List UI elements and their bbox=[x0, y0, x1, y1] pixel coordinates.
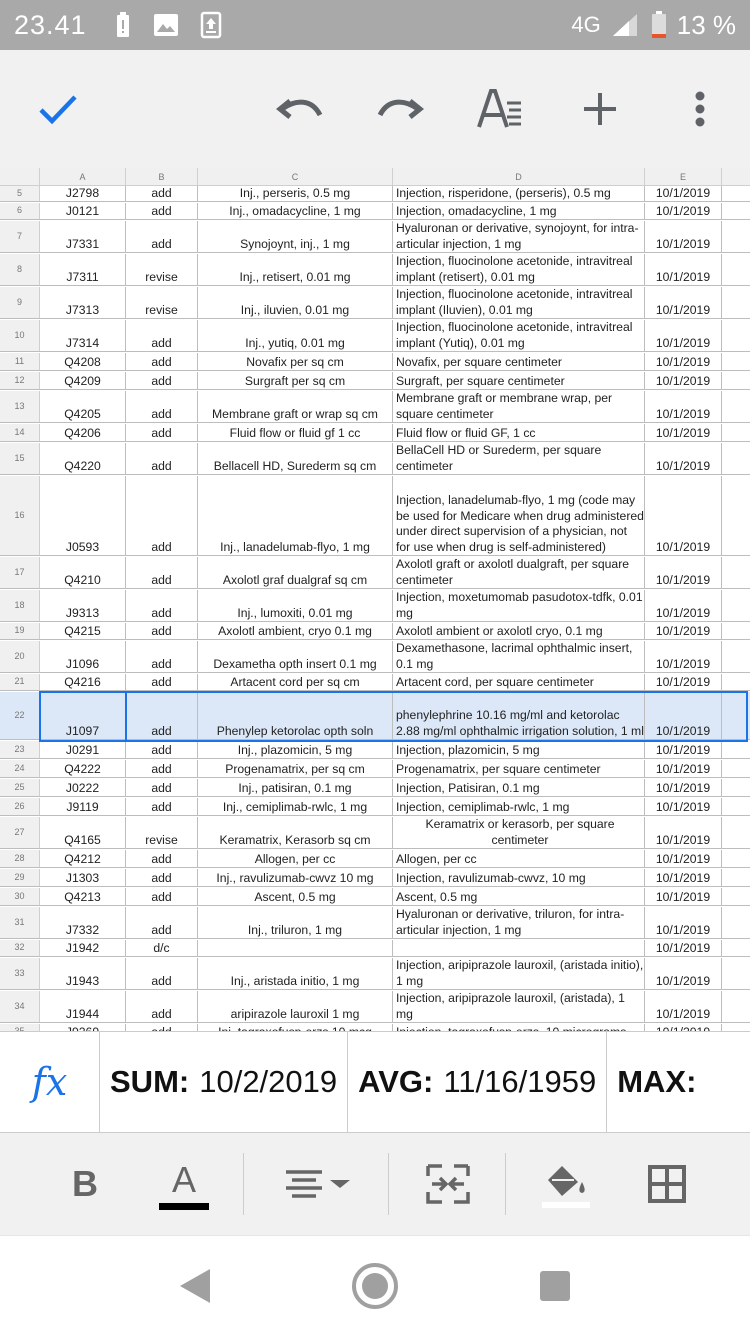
cell-long-desc[interactable]: Injection, omadacycline, 1 mg bbox=[393, 203, 645, 219]
cell-short-desc[interactable] bbox=[198, 940, 393, 956]
check-icon[interactable] bbox=[20, 50, 96, 168]
cell-empty[interactable] bbox=[722, 320, 750, 351]
cell-long-desc[interactable]: Keramatrix or kerasorb, per square centimeter bbox=[393, 817, 645, 848]
cell-long-desc[interactable]: Progenamatrix, per square centimeter bbox=[393, 760, 645, 777]
cell-long-desc[interactable]: Membrane graft or membrane wrap, per square centimeter bbox=[393, 391, 645, 422]
cell-action[interactable]: add bbox=[126, 674, 198, 690]
row-number[interactable]: 14 bbox=[0, 424, 40, 441]
table-row[interactable] bbox=[0, 869, 750, 887]
cell-action[interactable]: add bbox=[126, 590, 198, 621]
cell-action[interactable]: add bbox=[126, 907, 198, 938]
cell-short-desc[interactable]: Inj., aristada initio, 1 mg bbox=[198, 958, 393, 989]
row-number[interactable]: 17 bbox=[0, 557, 40, 588]
cell-empty[interactable] bbox=[722, 940, 750, 956]
cell-action[interactable]: add bbox=[126, 320, 198, 351]
table-row[interactable] bbox=[0, 372, 750, 390]
row-number[interactable]: 22 bbox=[0, 692, 40, 739]
row-number[interactable]: 26 bbox=[0, 798, 40, 815]
table-row[interactable] bbox=[0, 443, 750, 475]
cell-action[interactable]: add bbox=[126, 424, 198, 441]
cell-code[interactable]: Q4210 bbox=[40, 557, 126, 588]
cell-short-desc[interactable]: Synojoynt, inj., 1 mg bbox=[198, 221, 393, 252]
cell-date[interactable]: 10/1/2019 bbox=[645, 869, 722, 886]
cell-code[interactable]: J1944 bbox=[40, 991, 126, 1022]
cell-code[interactable]: Q4208 bbox=[40, 353, 126, 370]
cell-date[interactable]: 10/1/2019 bbox=[645, 991, 722, 1022]
cell-action[interactable]: add bbox=[126, 991, 198, 1022]
cell-code[interactable]: Q4216 bbox=[40, 674, 126, 690]
cell-long-desc[interactable]: Injection, fluocinolone acetonide, intravitreal implant (Yutiq), 0.01 mg bbox=[393, 320, 645, 351]
table-row[interactable] bbox=[0, 817, 750, 849]
cell-action[interactable]: d/c bbox=[126, 940, 198, 956]
cell-short-desc[interactable]: Allogen, per cc bbox=[198, 850, 393, 867]
cell-long-desc[interactable]: Injection, fluocinolone acetonide, intravitreal implant (Iluvien), 0.01 mg bbox=[393, 287, 645, 318]
cell-action[interactable]: add bbox=[126, 958, 198, 989]
cell-date[interactable]: 10/1/2019 bbox=[645, 798, 722, 815]
cell-empty[interactable] bbox=[722, 372, 750, 389]
cell-short-desc[interactable]: Inj., ravulizumab-cwvz 10 mg bbox=[198, 869, 393, 886]
cell-date[interactable]: 10/1/2019 bbox=[645, 254, 722, 285]
paint-bucket-icon bbox=[542, 1160, 590, 1200]
cell-short-desc[interactable]: Inj., perseris, 0.5 mg bbox=[198, 186, 393, 201]
cell-empty[interactable] bbox=[722, 557, 750, 588]
avg-value: 11/16/1959 bbox=[443, 1064, 597, 1099]
cell-action[interactable]: add bbox=[126, 186, 198, 201]
cell-empty[interactable] bbox=[722, 186, 750, 201]
row-number[interactable]: 25 bbox=[0, 779, 40, 796]
table-row[interactable] bbox=[0, 850, 750, 868]
cell-empty[interactable] bbox=[722, 221, 750, 252]
sum-label: SUM: bbox=[110, 1064, 190, 1099]
cell-date[interactable]: 10/1/2019 bbox=[645, 692, 722, 739]
battery-level: 13 % bbox=[676, 9, 736, 40]
cell-long-desc[interactable]: phenylephrine 10.16 mg/ml and ketorolac 2.88 mg/ml ophthalmic irrigation solution, 1 ml bbox=[393, 692, 645, 739]
cell-empty[interactable] bbox=[722, 254, 750, 285]
table-row[interactable] bbox=[0, 203, 750, 220]
cell-date[interactable]: 10/1/2019 bbox=[645, 221, 722, 252]
cell-short-desc[interactable]: Keramatrix, Kerasorb sq cm bbox=[198, 817, 393, 848]
cell-empty[interactable] bbox=[722, 424, 750, 441]
table-row[interactable] bbox=[0, 320, 750, 352]
row-number[interactable]: 9 bbox=[0, 287, 40, 318]
table-row[interactable] bbox=[0, 557, 750, 589]
cell-date[interactable]: 10/1/2019 bbox=[645, 641, 722, 672]
row-number[interactable]: 21 bbox=[0, 674, 40, 690]
cell-long-desc[interactable]: Axolotl ambient or axolotl cryo, 0.1 mg bbox=[393, 623, 645, 639]
cell-date[interactable]: 10/1/2019 bbox=[645, 817, 722, 848]
max-label: MAX: bbox=[617, 1064, 697, 1099]
cell-action[interactable]: revise bbox=[126, 287, 198, 318]
recents-icon[interactable] bbox=[525, 1236, 585, 1335]
cell-long-desc[interactable]: Novafix, per square centimeter bbox=[393, 353, 645, 370]
avg-label: AVG: bbox=[358, 1064, 434, 1099]
cell-empty[interactable] bbox=[722, 443, 750, 474]
cell-long-desc[interactable]: Injection, risperidone, (perseris), 0.5 mg bbox=[393, 186, 645, 201]
cell-date[interactable]: 10/1/2019 bbox=[645, 907, 722, 938]
cell-long-desc[interactable]: Injection, Patisiran, 0.1 mg bbox=[393, 779, 645, 796]
cell-code[interactable]: J9313 bbox=[40, 590, 126, 621]
cell-date[interactable]: 10/1/2019 bbox=[645, 557, 722, 588]
cell-action[interactable]: add bbox=[126, 798, 198, 815]
cell-long-desc[interactable]: Surgraft, per square centimeter bbox=[393, 372, 645, 389]
cell-empty[interactable] bbox=[722, 850, 750, 867]
bold-button[interactable]: B bbox=[72, 1163, 98, 1204]
cell-action[interactable]: add bbox=[126, 443, 198, 474]
cell-code[interactable]: J7314 bbox=[40, 320, 126, 351]
cell-code[interactable]: Q4220 bbox=[40, 443, 126, 474]
cell-empty[interactable] bbox=[722, 287, 750, 318]
cell-empty[interactable] bbox=[722, 203, 750, 219]
cell-long-desc[interactable]: Injection, cemiplimab-rwlc, 1 mg bbox=[393, 798, 645, 815]
table-row[interactable] bbox=[0, 623, 750, 640]
cell-short-desc[interactable]: aripirazole lauroxil 1 mg bbox=[198, 991, 393, 1022]
cell-short-desc[interactable]: Inj., patisiran, 0.1 mg bbox=[198, 779, 393, 796]
row-number[interactable]: 10 bbox=[0, 320, 40, 351]
column-header-c[interactable]: C bbox=[198, 168, 393, 186]
cell-long-desc[interactable]: Injection, lanadelumab-flyo, 1 mg (code may be used for Medicare when drug administered under direct supervision of a physician, not for use when drug is self-administered) bbox=[393, 476, 645, 555]
table-row[interactable] bbox=[0, 991, 750, 1023]
row-number[interactable]: 13 bbox=[0, 391, 40, 422]
cell-date[interactable]: 10/1/2019 bbox=[645, 940, 722, 956]
row-number[interactable]: 29 bbox=[0, 869, 40, 886]
cell-long-desc[interactable]: Injection, aripiprazole lauroxil, (aristada initio), 1 mg bbox=[393, 958, 645, 989]
cell-code[interactable]: J7311 bbox=[40, 254, 126, 285]
cell-action[interactable]: add bbox=[126, 692, 198, 739]
row-number[interactable]: 24 bbox=[0, 760, 40, 777]
cell-date[interactable]: 10/1/2019 bbox=[645, 476, 722, 555]
cell-code[interactable]: J1942 bbox=[40, 940, 126, 956]
cell-code[interactable]: Q4165 bbox=[40, 817, 126, 848]
cell-date[interactable]: 10/1/2019 bbox=[645, 353, 722, 370]
cell-date[interactable]: 10/1/2019 bbox=[645, 888, 722, 905]
merge-cells-icon[interactable] bbox=[420, 1133, 476, 1235]
format-toolbar bbox=[0, 1133, 750, 1235]
row-number[interactable]: 7 bbox=[0, 221, 40, 252]
cell-short-desc[interactable]: Membrane graft or wrap sq cm bbox=[198, 391, 393, 422]
add-icon[interactable] bbox=[570, 50, 630, 168]
row-number[interactable]: 31 bbox=[0, 907, 40, 938]
cell-long-desc[interactable]: BellaCell HD or Surederm, per square centimeter bbox=[393, 443, 645, 474]
row-number[interactable]: 33 bbox=[0, 958, 40, 989]
back-icon[interactable] bbox=[165, 1236, 225, 1335]
table-row[interactable] bbox=[0, 958, 750, 990]
divider bbox=[243, 1153, 244, 1215]
system-nav-bar bbox=[0, 1235, 750, 1334]
cell-action[interactable]: add bbox=[126, 779, 198, 796]
redo-icon[interactable] bbox=[370, 50, 430, 168]
cell-action[interactable]: add bbox=[126, 741, 198, 758]
cell-empty[interactable] bbox=[722, 641, 750, 672]
table-row[interactable] bbox=[0, 353, 750, 371]
cell-empty[interactable] bbox=[722, 391, 750, 422]
row-number[interactable]: 15 bbox=[0, 443, 40, 474]
cell-long-desc[interactable]: Injection, moxetumomab pasudotox-tdfk, 0.01 mg bbox=[393, 590, 645, 621]
cell-short-desc[interactable]: Inj., retisert, 0.01 mg bbox=[198, 254, 393, 285]
cell-short-desc[interactable]: Artacent cord per sq cm bbox=[198, 674, 393, 690]
cell-long-desc[interactable]: Injection, ravulizumab-cwvz, 10 mg bbox=[393, 869, 645, 886]
cell-date[interactable]: 10/1/2019 bbox=[645, 372, 722, 389]
table-row[interactable] bbox=[0, 221, 750, 253]
cell-long-desc[interactable]: Fluid flow or fluid GF, 1 cc bbox=[393, 424, 645, 441]
column-header-f[interactable] bbox=[722, 168, 750, 186]
home-icon[interactable] bbox=[345, 1236, 405, 1335]
cell-date[interactable]: 10/1/2019 bbox=[645, 779, 722, 796]
row-number[interactable]: 16 bbox=[0, 476, 40, 555]
signal-icon bbox=[611, 12, 641, 38]
table-row[interactable] bbox=[0, 907, 750, 939]
cell-empty[interactable] bbox=[722, 741, 750, 758]
cell-short-desc[interactable]: Fluid flow or fluid gf 1 cc bbox=[198, 424, 393, 441]
cell-long-desc[interactable]: Allogen, per cc bbox=[393, 850, 645, 867]
cell-short-desc[interactable]: Phenylep ketorolac opth soln bbox=[198, 692, 393, 739]
cell-long-desc[interactable]: Injection, aripiprazole lauroxil, (aristada), 1 mg bbox=[393, 991, 645, 1022]
sum-stat[interactable] bbox=[100, 1032, 348, 1132]
cell-empty[interactable] bbox=[722, 590, 750, 621]
table-row[interactable] bbox=[0, 760, 750, 778]
fill-color-swatch bbox=[542, 1202, 590, 1208]
cell-date[interactable]: 10/1/2019 bbox=[645, 203, 722, 219]
cell-short-desc[interactable]: Inj., plazomicin, 5 mg bbox=[198, 741, 393, 758]
cell-action[interactable]: revise bbox=[126, 254, 198, 285]
cell-long-desc[interactable]: Hyaluronan or derivative, triluron, for intra-articular injection, 1 mg bbox=[393, 907, 645, 938]
row-number[interactable]: 28 bbox=[0, 850, 40, 867]
cell-code[interactable]: J0121 bbox=[40, 203, 126, 219]
table-row[interactable] bbox=[0, 590, 750, 622]
top-toolbar bbox=[0, 50, 750, 168]
borders-icon[interactable] bbox=[640, 1133, 694, 1235]
cell-code[interactable]: Q4222 bbox=[40, 760, 126, 777]
status-time: 23.41 bbox=[14, 9, 87, 40]
image-icon bbox=[153, 13, 179, 37]
cell-action[interactable]: add bbox=[126, 391, 198, 422]
row-number[interactable]: 30 bbox=[0, 888, 40, 905]
cell-short-desc[interactable]: Inj., yutiq, 0.01 mg bbox=[198, 320, 393, 351]
cell-empty[interactable] bbox=[722, 353, 750, 370]
cell-code[interactable]: J1303 bbox=[40, 869, 126, 886]
table-row[interactable] bbox=[0, 692, 750, 740]
avg-stat[interactable] bbox=[348, 1032, 607, 1132]
cell-date[interactable]: 10/1/2019 bbox=[645, 590, 722, 621]
cell-action[interactable]: add bbox=[126, 476, 198, 555]
cell-code[interactable]: J1097 bbox=[40, 692, 126, 739]
cell-short-desc[interactable]: Inj., triluron, 1 mg bbox=[198, 907, 393, 938]
cell-action[interactable]: add bbox=[126, 623, 198, 639]
cell-action[interactable]: add bbox=[126, 869, 198, 886]
cell-code[interactable]: J7331 bbox=[40, 221, 126, 252]
fill-color-button[interactable] bbox=[538, 1133, 594, 1235]
cell-action[interactable]: revise bbox=[126, 817, 198, 848]
cell-code[interactable]: J7313 bbox=[40, 287, 126, 318]
row-number[interactable]: 11 bbox=[0, 353, 40, 370]
row-number[interactable]: 18 bbox=[0, 590, 40, 621]
cell-long-desc[interactable]: Ascent, 0.5 mg bbox=[393, 888, 645, 905]
row-number[interactable]: 34 bbox=[0, 991, 40, 1022]
cell-empty[interactable] bbox=[722, 779, 750, 796]
cell-code[interactable]: Q4213 bbox=[40, 888, 126, 905]
cell-code[interactable]: J0291 bbox=[40, 741, 126, 758]
formula-bar bbox=[0, 1031, 750, 1133]
cell-date[interactable]: 10/1/2019 bbox=[645, 186, 722, 201]
divider bbox=[388, 1153, 389, 1215]
cell-date[interactable]: 10/1/2019 bbox=[645, 674, 722, 690]
battery-icon bbox=[651, 11, 667, 39]
cell-code[interactable]: J7332 bbox=[40, 907, 126, 938]
row-number[interactable]: 20 bbox=[0, 641, 40, 672]
text-color-swatch bbox=[159, 1203, 209, 1210]
table-row[interactable] bbox=[0, 476, 750, 556]
column-header-a[interactable]: A bbox=[40, 168, 126, 186]
divider bbox=[505, 1153, 506, 1215]
cell-long-desc[interactable]: Dexamethasone, lacrimal ophthalmic insert, 0.1 mg bbox=[393, 641, 645, 672]
cell-action[interactable]: add bbox=[126, 760, 198, 777]
undo-icon[interactable] bbox=[270, 50, 330, 168]
table-row[interactable] bbox=[0, 779, 750, 797]
network-type: 4G bbox=[571, 12, 601, 37]
cell-long-desc[interactable]: Hyaluronan or derivative, synojoynt, for intra-articular injection, 1 mg bbox=[393, 221, 645, 252]
cell-action[interactable]: add bbox=[126, 888, 198, 905]
cell-date[interactable]: 10/1/2019 bbox=[645, 443, 722, 474]
table-row[interactable] bbox=[0, 186, 750, 202]
cell-action[interactable]: add bbox=[126, 353, 198, 370]
table-row[interactable] bbox=[0, 391, 750, 423]
column-header-b[interactable]: B bbox=[126, 168, 198, 186]
cell-empty[interactable] bbox=[722, 958, 750, 989]
cell-empty[interactable] bbox=[722, 476, 750, 555]
cell-empty[interactable] bbox=[722, 907, 750, 938]
cell-empty[interactable] bbox=[722, 760, 750, 777]
cell-short-desc[interactable]: Inj., cemiplimab-rwlc, 1 mg bbox=[198, 798, 393, 815]
table-row[interactable] bbox=[0, 641, 750, 673]
cell-empty[interactable] bbox=[722, 869, 750, 886]
cell-short-desc[interactable]: Inj., iluvien, 0.01 mg bbox=[198, 287, 393, 318]
cell-long-desc[interactable]: Axolotl graft or axolotl dualgraft, per square centimeter bbox=[393, 557, 645, 588]
cell-action[interactable]: add bbox=[126, 850, 198, 867]
cell-code[interactable]: J1096 bbox=[40, 641, 126, 672]
cell-long-desc[interactable] bbox=[393, 940, 645, 956]
cell-short-desc[interactable]: Progenamatrix, per sq cm bbox=[198, 760, 393, 777]
table-row[interactable] bbox=[0, 940, 750, 957]
cell-code[interactable]: Q4215 bbox=[40, 623, 126, 639]
cell-short-desc[interactable]: Ascent, 0.5 mg bbox=[198, 888, 393, 905]
cell-code[interactable]: J9119 bbox=[40, 798, 126, 815]
cell-empty[interactable] bbox=[722, 623, 750, 639]
cell-code[interactable]: J0222 bbox=[40, 779, 126, 796]
cell-code[interactable]: Q4212 bbox=[40, 850, 126, 867]
cell-long-desc[interactable]: Artacent cord, per square centimeter bbox=[393, 674, 645, 690]
table-row[interactable] bbox=[0, 741, 750, 759]
cell-code[interactable]: Q4205 bbox=[40, 391, 126, 422]
row-number[interactable]: 6 bbox=[0, 203, 40, 219]
cell-code[interactable]: J1943 bbox=[40, 958, 126, 989]
cell-action[interactable]: add bbox=[126, 372, 198, 389]
cell-short-desc[interactable]: Inj., lanadelumab-flyo, 1 mg bbox=[198, 476, 393, 555]
table-row[interactable] bbox=[0, 798, 750, 816]
more-vert-icon[interactable] bbox=[680, 50, 720, 168]
cell-action[interactable]: add bbox=[126, 557, 198, 588]
cell-date[interactable]: 10/1/2019 bbox=[645, 391, 722, 422]
cell-action[interactable]: add bbox=[126, 203, 198, 219]
text-color-button[interactable] bbox=[156, 1133, 212, 1235]
table-row[interactable] bbox=[0, 424, 750, 442]
max-stat[interactable] bbox=[607, 1032, 716, 1132]
column-header-d[interactable]: D bbox=[393, 168, 645, 186]
table-row[interactable] bbox=[0, 254, 750, 286]
table-row[interactable] bbox=[0, 888, 750, 906]
status-bar bbox=[0, 0, 750, 50]
row-number[interactable]: 8 bbox=[0, 254, 40, 285]
cell-short-desc[interactable]: Inj., omadacycline, 1 mg bbox=[198, 203, 393, 219]
cell-date[interactable]: 10/1/2019 bbox=[645, 287, 722, 318]
battery-alert-icon bbox=[115, 12, 131, 38]
save-upload-icon bbox=[201, 12, 221, 38]
cell-date[interactable]: 10/1/2019 bbox=[645, 958, 722, 989]
cell-empty[interactable] bbox=[722, 888, 750, 905]
cell-long-desc[interactable]: Injection, plazomicin, 5 mg bbox=[393, 741, 645, 758]
cell-short-desc[interactable]: Inj., lumoxiti, 0.01 mg bbox=[198, 590, 393, 621]
cell-empty[interactable] bbox=[722, 991, 750, 1022]
cell-code[interactable]: Q4209 bbox=[40, 372, 126, 389]
cell-long-desc[interactable]: Injection, fluocinolone acetonide, intravitreal implant (retisert), 0.01 mg bbox=[393, 254, 645, 285]
cell-empty[interactable] bbox=[722, 692, 750, 739]
cell-date[interactable]: 10/1/2019 bbox=[645, 424, 722, 441]
spreadsheet-grid[interactable] bbox=[0, 186, 750, 1031]
table-row[interactable] bbox=[0, 287, 750, 319]
cell-short-desc[interactable]: Novafix per sq cm bbox=[198, 353, 393, 370]
row-number[interactable]: 12 bbox=[0, 372, 40, 389]
cell-short-desc[interactable]: Axolotl ambient, cryo 0.1 mg bbox=[198, 623, 393, 639]
cell-date[interactable]: 10/1/2019 bbox=[645, 741, 722, 758]
cell-empty[interactable] bbox=[722, 674, 750, 690]
cell-code[interactable]: J0593 bbox=[40, 476, 126, 555]
align-dropdown-button[interactable] bbox=[280, 1133, 356, 1235]
cell-short-desc[interactable]: Surgraft per sq cm bbox=[198, 372, 393, 389]
align-center-icon bbox=[282, 1166, 354, 1202]
function-icon[interactable]: fx bbox=[0, 1032, 100, 1132]
row-number[interactable]: 23 bbox=[0, 741, 40, 758]
column-header-bar bbox=[0, 168, 750, 186]
row-number[interactable]: 27 bbox=[0, 817, 40, 848]
sum-value: 10/2/2019 bbox=[199, 1064, 338, 1099]
text-format-icon[interactable] bbox=[470, 50, 530, 168]
table-row[interactable] bbox=[0, 674, 750, 691]
cell-action[interactable]: add bbox=[126, 221, 198, 252]
cell-date[interactable]: 10/1/2019 bbox=[645, 623, 722, 639]
row-number[interactable]: 32 bbox=[0, 940, 40, 956]
cell-date[interactable]: 10/1/2019 bbox=[645, 850, 722, 867]
cell-empty[interactable] bbox=[722, 798, 750, 815]
corner-cell[interactable] bbox=[0, 168, 40, 186]
text-color-letter: A bbox=[171, 1158, 196, 1200]
row-number[interactable]: 19 bbox=[0, 623, 40, 639]
cell-empty[interactable] bbox=[722, 817, 750, 848]
cell-code[interactable]: Q4206 bbox=[40, 424, 126, 441]
cell-short-desc[interactable]: Bellacell HD, Surederm sq cm bbox=[198, 443, 393, 474]
cell-date[interactable]: 10/1/2019 bbox=[645, 760, 722, 777]
column-header-e[interactable]: E bbox=[645, 168, 722, 186]
row-number[interactable]: 5 bbox=[0, 186, 40, 201]
cell-short-desc[interactable]: Dexametha opth insert 0.1 mg bbox=[198, 641, 393, 672]
cell-code[interactable]: J2798 bbox=[40, 186, 126, 201]
cell-short-desc[interactable]: Axolotl graf dualgraf sq cm bbox=[198, 557, 393, 588]
cell-action[interactable]: add bbox=[126, 641, 198, 672]
cell-date[interactable]: 10/1/2019 bbox=[645, 320, 722, 351]
